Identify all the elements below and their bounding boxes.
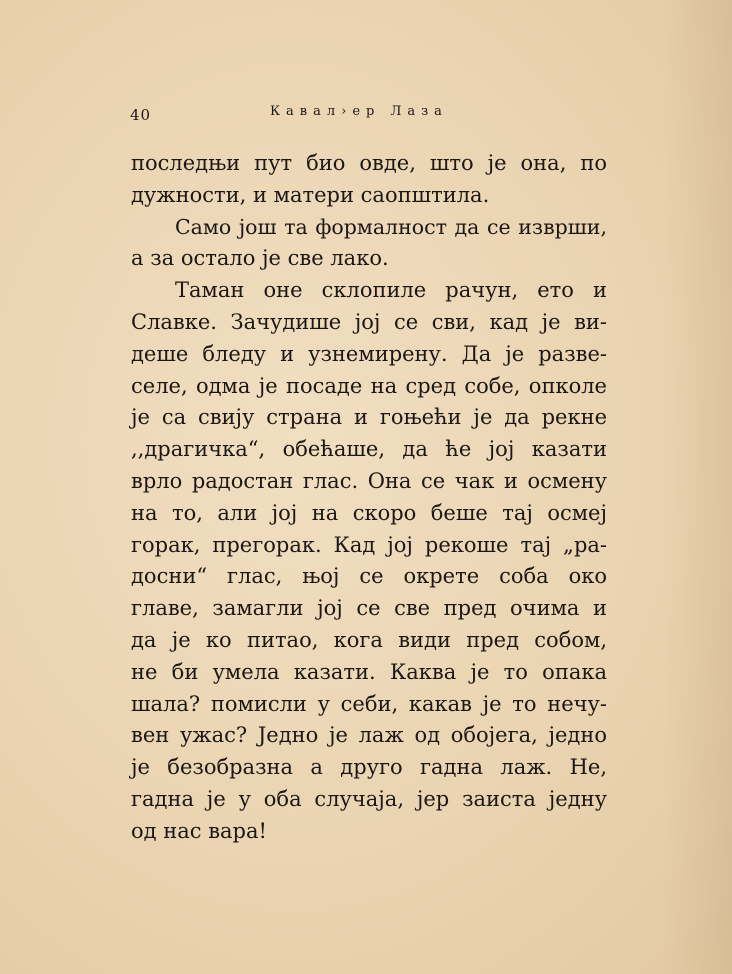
body-text <box>131 148 607 848</box>
text-line: селе, одма је посаде на сред собе, опколе <box>131 373 607 398</box>
text-line: шала? помисли у себи, какав је то нечу- <box>131 691 607 716</box>
text-line: вен ужас? Једно је лаж од обојега, једно <box>131 723 607 748</box>
page-number: 40 <box>130 106 152 124</box>
text-line: деше бледу и узнемирену. Да је разве- <box>131 341 607 366</box>
text-line: ,,драгичка“, обећаше, да ће јој казати <box>131 437 607 462</box>
text-line: дужности, и матери саопштила. <box>131 182 490 207</box>
running-title: Кавал›ер Лаза <box>270 104 448 119</box>
text-line: Славке. Зачудише јој се сви, кад је ви- <box>131 309 607 334</box>
text-line: а за остало је све лако. <box>131 246 389 271</box>
text-line: да је ко питао, кога види пред собом, <box>131 627 607 652</box>
text-line: је са свију страна и гоњећи је да рекне <box>131 405 607 430</box>
text-line: гадна је у оба случаја, јер заиста једну <box>131 786 607 811</box>
text-line: горак, прегорак. Кад јој рекоше тај „ра- <box>131 532 607 557</box>
text-line: на то, али јој на скоро беше тај осмеј <box>131 500 607 525</box>
text-line: је безобразна а друго гадна лаж. Не, <box>131 755 607 780</box>
text-line: главе, замагли јој се све пред очима и <box>131 596 607 621</box>
text-line: последњи пут био овде, што је она, по <box>131 151 607 175</box>
text-line: не би умела казати. Каква је то опака <box>131 659 607 684</box>
text-line: Само још та формалност да се изврши, <box>175 214 607 239</box>
page-edge-shadow <box>662 0 732 974</box>
text-line: од нас вара! <box>131 818 267 843</box>
text-line: врло радостан глас. Она се чак и осмену <box>131 468 607 493</box>
text-line: Таман оне склопиле рачун, ето и <box>175 278 607 303</box>
text-line: досни“ глас, њој се окрете соба око <box>131 564 607 589</box>
